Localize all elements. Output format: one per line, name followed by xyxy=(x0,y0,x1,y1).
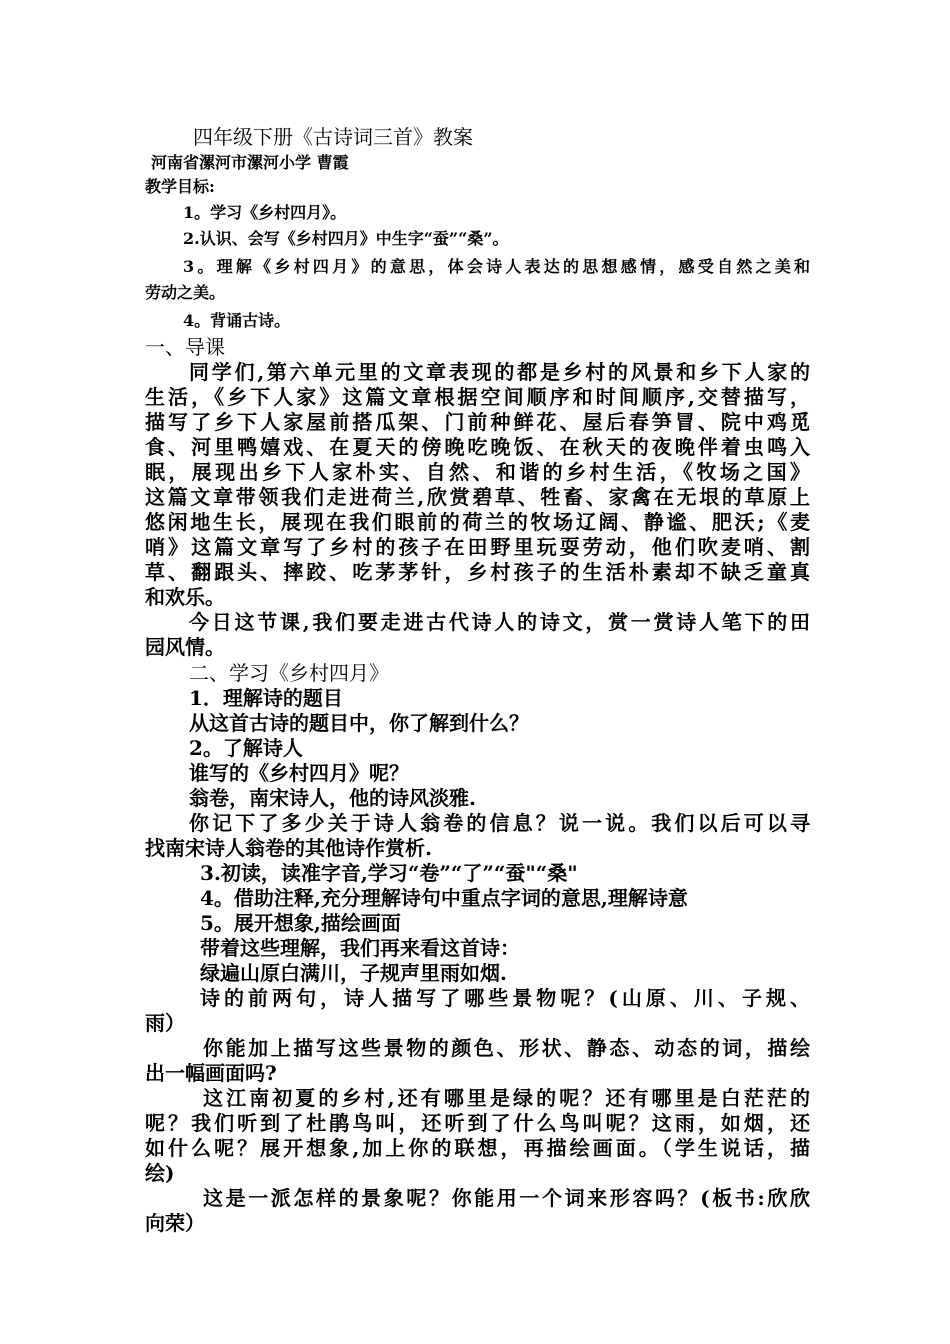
intro-line: 这篇文章带领我们走进荷兰,欣赏碧草、牲畜、家禽在无垠的草原上 xyxy=(145,485,810,509)
intro-paragraph xyxy=(145,360,810,610)
green-question-line: 呢？我们听到了杜鹃鸟叫，还听到了什么鸟叫呢？这雨，如烟，还 xyxy=(145,1111,810,1135)
intro-line: 生活，《乡下人家》这篇文章根据空间顺序和时间顺序,交替描写， xyxy=(145,385,810,409)
step-2-answer: 翁卷，南宋诗人，他的诗风淡雅. xyxy=(189,786,476,810)
goal-1: 1。学习《乡村四月》。 xyxy=(183,203,347,222)
step-1-question: 从这首古诗的题目中，你了解到什么？ xyxy=(189,711,529,735)
step-2-para-line: 你记下了多少关于诗人翁卷的信息？说一说。我们以后可以寻 xyxy=(189,811,810,835)
intro-line: 和欢乐。 xyxy=(145,585,225,609)
intro-line: 食、河里鸭嬉戏、在夏天的傍晚吃晚饭、在秋天的夜晚伴着虫鸣入 xyxy=(145,435,810,459)
scenery-question-line: 诗的前两句，诗人描写了哪些景物呢？(山原、川、子规、 xyxy=(200,986,810,1010)
goals-label: 教学目标: xyxy=(145,177,215,196)
intro-line: 同学们,第六单元里的文章表现的都是乡村的风景和乡下人家的 xyxy=(189,360,810,384)
author-line: 河南省漯河市漯河小学 曹霞 xyxy=(151,153,349,172)
scene-question-line: 这是一派怎样的景象呢？你能用一个词来形容吗？(板书:欣欣 xyxy=(203,1186,810,1210)
section-2-heading: 二、学习《乡村四月》 xyxy=(189,661,389,685)
step-5: 5。展开想象,描绘画面 xyxy=(200,911,401,935)
document-title: 四年级下册《古诗词三首》教案 xyxy=(193,125,473,149)
step-2-heading: 2。了解诗人 xyxy=(189,736,303,760)
goal-3: 3。理解《乡村四月》的意思，体会诗人表达的思想感情，感受自然之美和 xyxy=(183,257,810,276)
poem-line: 绿遍山原白满川，子规声里雨如烟. xyxy=(200,961,507,985)
step-4: 4。借助注释,充分理解诗句中重点字词的意思,理解诗意 xyxy=(200,886,688,910)
lesson-steps xyxy=(145,686,810,1236)
scenery-question-line: 雨） xyxy=(145,1011,185,1035)
step-2-para-line: 找南宋诗人翁卷的其他诗作赏析. xyxy=(145,836,432,860)
today-line: 今日这节课,我们要走进古代诗人的诗文，赏一赏诗人笔下的田 xyxy=(189,610,810,634)
teaching-goals xyxy=(145,200,810,334)
green-question-line: 如什么呢？展开想象,加上你的联想，再描绘画面。（学生说话，描 xyxy=(145,1136,810,1160)
today-line: 园风情。 xyxy=(145,635,225,659)
intro-line: 眠，展现出乡下人家朴实、自然、和谐的乡村生活，《牧场之国》 xyxy=(145,460,810,484)
step-3: 3.初读，读准字音,学习“卷”“了”“蚕"“桑" xyxy=(200,861,578,885)
section-1-heading: 一、导课 xyxy=(145,335,225,359)
describe-question-line: 出一幅画面吗? xyxy=(145,1061,277,1085)
intro-line: 悠闲地生长，展现在我们眼前的荷兰的牧场辽阔、静谧、肥沃;《麦 xyxy=(145,510,810,534)
step-1-heading: 1．理解诗的题目 xyxy=(189,686,343,710)
green-question-line: 绘) xyxy=(145,1161,175,1185)
step-2-question: 谁写的《乡村四月》呢？ xyxy=(189,761,409,785)
goal-2: 2.认识、会写《乡村四月》中生字“蚕”“桑”。 xyxy=(183,229,509,248)
goal-3-cont: 劳动之美。 xyxy=(145,283,226,302)
intro-line: 哨》这篇文章写了乡村的孩子在田野里玩耍劳动，他们吹麦哨、割 xyxy=(145,535,810,559)
intro-line: 草、翻跟头、摔跤、吃茅茅针，乡村孩子的生活朴素却不缺乏童真 xyxy=(145,560,810,584)
step-5-intro: 带着这些理解，我们再来看这首诗： xyxy=(200,936,520,960)
today-paragraph xyxy=(145,610,810,660)
describe-question-line: 你能加上描写这些景物的颜色、形状、静态、动态的词，描绘 xyxy=(203,1036,810,1060)
green-question-line: 这江南初夏的乡村,还有哪里是绿的呢？还有哪里是白茫茫的 xyxy=(203,1086,810,1110)
scene-question-line: 向荣） xyxy=(145,1211,205,1235)
goal-4: 4。背诵古诗。 xyxy=(183,311,291,330)
intro-line: 描写了乡下人家屋前搭瓜架、门前种鲜花、屋后春笋冒、院中鸡觅 xyxy=(145,410,810,434)
document-page xyxy=(145,120,810,1236)
